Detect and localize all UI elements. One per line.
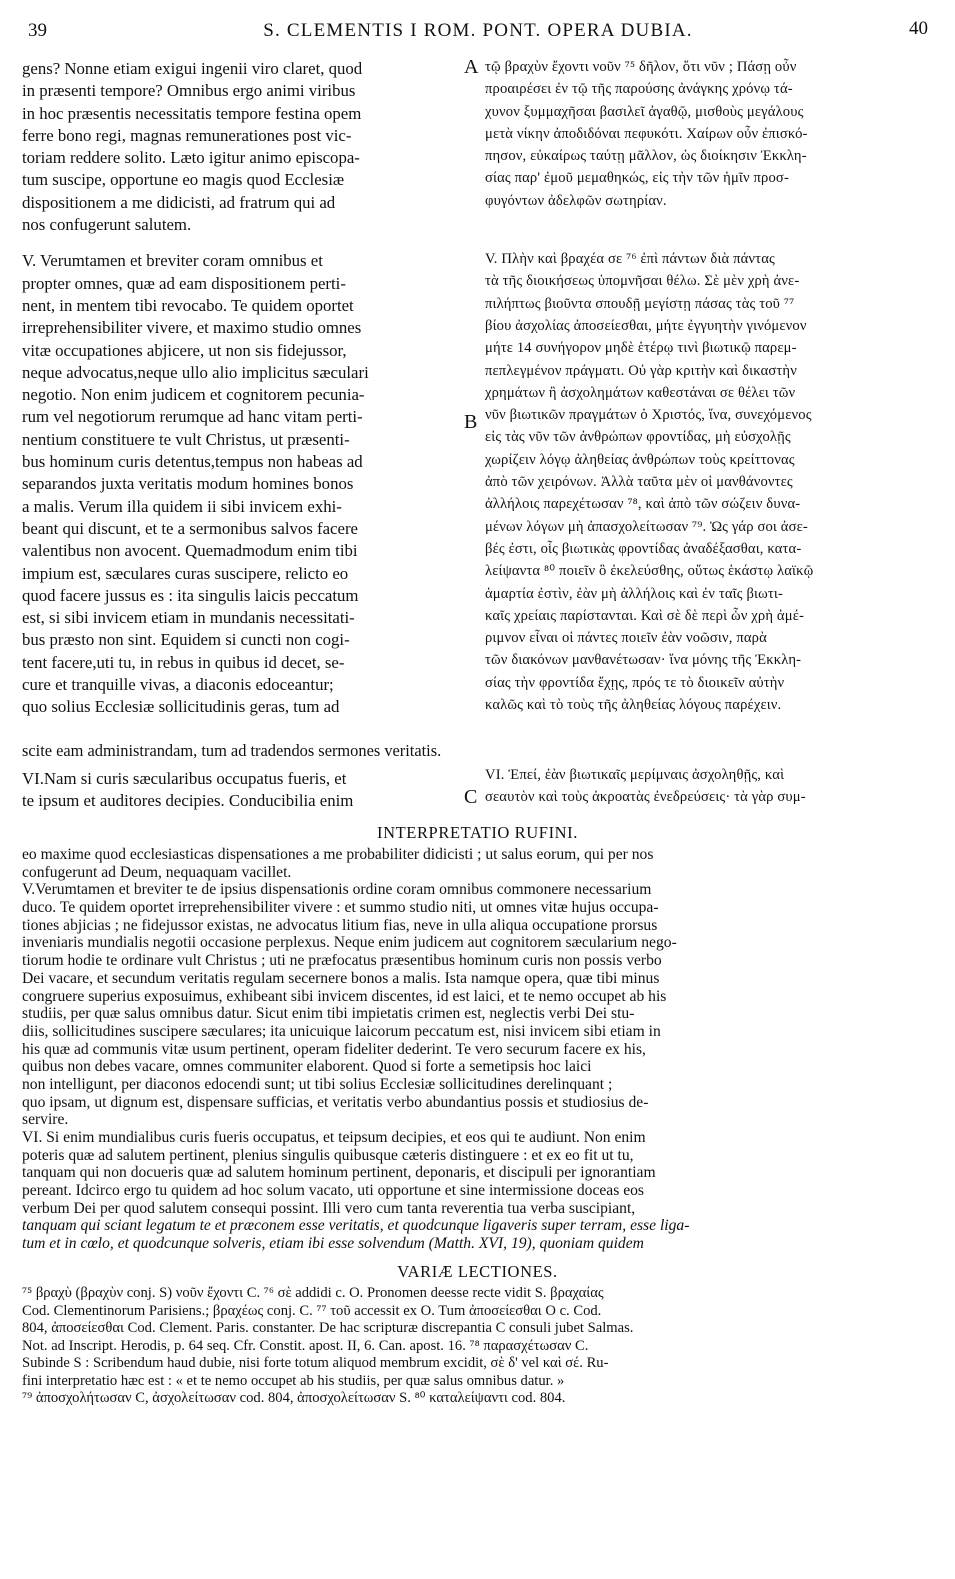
greek-line: χρημάτων ἢ ἀσχολημάτων καθεστάναι σε θέλει τῶν bbox=[485, 384, 796, 401]
greek-line: ἀπὸ τῶν χειρόνων. Ἀλλὰ ταῦτα μὲν οἱ μανθάνοντες bbox=[485, 474, 793, 491]
greek-line: πεπλεγμένον πράγματι. Οὐ γὰρ κριτὴν καὶ δικαστὴν bbox=[485, 362, 797, 379]
greek-line: χυνον ξυμμαχῆσαι βασιλεῖ ἀγαθῷ, μισθοὺς μεγάλους bbox=[485, 103, 804, 120]
greek-column bbox=[485, 56, 935, 716]
rufini-line: poteris quæ ad salutem pertinent, plenius singulis quibusque cæteris distinguere : et ex eo fit ut tu, bbox=[22, 1146, 634, 1164]
rufini-line: servire. bbox=[22, 1111, 69, 1129]
rufini-line: inveniaris mundialis negotii occasione perplexus. Neque enim judicem aut cognitorem sæcularium nego- bbox=[22, 934, 677, 952]
greek-line: καλῶς καὶ τὸ τοὺς τῆς ἀληθείας λόγους παρέχειν. bbox=[485, 697, 782, 714]
latin-column bbox=[22, 58, 462, 719]
latin-line: est, si sibi invicem etiam in mundanis necessitati- bbox=[22, 608, 355, 628]
rufini-line: tanquam qui sciant legatum te et præconem esse veritatis, et quodcunque ligaveris super terram, esse liga- bbox=[22, 1217, 690, 1235]
latin-line: dispositionem a me didicisti, ad fratrum qui ad bbox=[22, 192, 336, 212]
note-line: fini interpretatio hæc est : « et te nemo occupet ab his studiis, per quæ salus omnibus datur. » bbox=[22, 1372, 565, 1389]
latin-line: gens? Nonne etiam exigui ingenii viro claret, quod bbox=[22, 59, 363, 78]
rufini-line: VI. Si enim mundialibus curis fueris occupatus, et teipsum decipies, et eos qui te audiunt. Non enim bbox=[22, 1129, 646, 1146]
greek-line: V. Πλὴν καὶ βραχέα σε ⁷⁶ ἐπὶ πάντων διὰ πάντας bbox=[485, 251, 775, 268]
greek-line: VI. Ἐπεί, ἐὰν βιωτικαῖς μερίμναις ἀσχοληθῇς, καὶ bbox=[485, 767, 785, 783]
latin-line: nentium constituere te vult Christus, ut præsenti- bbox=[22, 429, 350, 449]
latin-line: impium est, sæculares curas suscipere, relicto eo bbox=[22, 563, 349, 583]
latin-section-vi bbox=[22, 768, 462, 813]
latin-line: negotio. Non enim judicem et cognitorem pecunia- bbox=[22, 385, 365, 405]
latin-line: nent, in mentem tibi revocabo. Te quidem oportet bbox=[22, 295, 354, 315]
note-line: Not. ad Inscript. Herodis, p. 64 seq. Cfr. Constit. apost. II, 6. Can. apost. 16. ⁷⁸ παρασχέτωσαν C. bbox=[22, 1337, 589, 1354]
latin-line: vitæ occupationes abjicere, ut non sis fidejussor, bbox=[22, 340, 347, 360]
rufini-line: tanquam qui non docueris quæ ad salutem hominum pertinent, deponaris, et discipuli per ignorantiam bbox=[22, 1164, 656, 1182]
latin-line: scite eam administrandam, tum ad tradendos sermones veritatis. bbox=[22, 741, 442, 760]
variae-heading: VARIÆ LECTIONES. bbox=[397, 1262, 558, 1281]
rufini-line: congruere superius exposuimus, exhibeant sibi invicem discentes, id est laici, et te nemo occupet ab his bbox=[22, 987, 667, 1005]
latin-line: beant qui discunt, et te a sermonibus salvos facere bbox=[22, 518, 358, 538]
page-number-right: 40 bbox=[909, 18, 928, 39]
rufini-line: tum et in cœlo, et quodcunque solveris, etiam ibi esse solvendum (Matth. XVI, 19), quoniam quidem bbox=[22, 1235, 644, 1253]
rufini-line: quo ipsam, ut dignum est, dispensare sufficias, et veritatis verbo abundantius possis et studiosius de- bbox=[22, 1093, 649, 1111]
rufini-line: diis, sollicitudines suscipere sæculares; ita unicuique laicorum peccatum est, nisi invicem sibi etiam in bbox=[22, 1022, 661, 1040]
note-line: Subinde S : Scribendum haud dubie, nisi forte totum aliquod membrum excidit, σὲ δ' vel καὶ σέ. Ru- bbox=[22, 1355, 609, 1371]
latin-line: cure et tranquille vivas, a diaconis edoceantur; bbox=[22, 675, 334, 695]
greek-line: νῦν βιωτικῶν πραγμάτων ὁ Χριστός, ἵνα, συνεχόμενος bbox=[485, 407, 812, 424]
latin-line: VI.Nam si curis sæcularibus occupatus fueris, et bbox=[22, 769, 347, 788]
greek-line: ἁμαρτία ἐστὶν, ἐὰν μὴ ἀλλήλοις καὶ ἐν ταῖς βιωτι- bbox=[485, 585, 783, 602]
latin-line: valentibus non avocent. Quemadmodum enim tibi bbox=[22, 541, 358, 561]
greek-line: ἀλλήλοις παρεχέτωσαν ⁷⁸, καὶ ἀπὸ τῶν σώζειν δυνα- bbox=[485, 496, 801, 513]
latin-line: quod facere jussus es : ita singulis laicis peccatum bbox=[22, 585, 359, 605]
greek-line: λείψαντα ⁸⁰ ποιεῖν ὃ ἐκελεύσθης, οὕτως ἑκάστῳ λαϊκῷ bbox=[485, 563, 814, 580]
latin-spanning-line bbox=[22, 740, 462, 762]
rufini-line: V.Verumtamen et breviter te de ipsius dispensationis ordine coram omnibus commonere necessarium bbox=[22, 881, 652, 899]
latin-line: ferre bono regi, magnas remunerationes post vic- bbox=[22, 125, 352, 145]
note-line: ⁷⁵ βραχὺ (βραχὺν conj. S) νοῦν ἔχοντι C. ⁷⁶ σὲ addidi c. O. Pronomen deesse recte vidit S. βραχαίας bbox=[22, 1285, 604, 1301]
greek-line: τὰ τῆς διοικήσεως ὑπομνῆσαι θέλω. Σὲ μὲν χρὴ ἀνε- bbox=[485, 273, 800, 290]
rufini-line: Dei vacare, et secundum veritatis regulam secernere bonos a malis. Ista namque opera, quæ tibi minus bbox=[22, 969, 660, 987]
latin-line: bus hominum curis detentus,tempus non habeas ad bbox=[22, 452, 363, 472]
rufini-line: studiis, per quæ salus omnibus datur. Sicut enim tibi impietatis crimen est, neglectis verbi Dei stu- bbox=[22, 1005, 635, 1023]
greek-line: ριμνον εἶναι οἱ πάντες ποιεῖν ἐὰν νοῶσιν, παρὰ bbox=[485, 630, 767, 647]
latin-line: V. Verumtamen et breviter coram omnibus et bbox=[22, 251, 323, 271]
greek-line: βίου ἀσχολίας ἀποσείεσθαι, μήτε ἐγγυητὴν γινόμενον bbox=[485, 317, 807, 334]
rufini-line: quibus non debes vacare, omnes communiter elaborent. Quod si forte a semetipsis hoc laici bbox=[22, 1058, 592, 1076]
latin-line: te ipsum et auditores decipies. Conducibilia enim bbox=[22, 791, 354, 811]
running-header bbox=[22, 18, 934, 48]
latin-line: bus præsto non sint. Equidem si cuncti non cogi- bbox=[22, 630, 350, 650]
greek-line: μήτε 14 συνήγορον μηδὲ ἑτέρῳ τινὶ βιωτικῷ παρεμ- bbox=[485, 340, 797, 357]
latin-line: rum vel negotiorum rerumque ad hanc vitam perti- bbox=[22, 407, 363, 427]
rufini-line: tiorum hodie te ordinare vult Christus ; uti ne præfocatus præsentibus hominum curis non possis verbo bbox=[22, 952, 662, 970]
greek-line: φυγόντων ἀδελφῶν σωτηρίαν. bbox=[485, 192, 667, 209]
greek-line: μετὰ νίκην ἀποδιδόναι πεφυκότι. Χαίρων οὖν ἐπισκό- bbox=[485, 125, 808, 142]
greek-line: πησον, εὐκαίρως ταύτῃ μᾶλλον, ὡς διοίκησιν Ἐκκλη- bbox=[485, 148, 807, 165]
greek-line: μένων λόγων μὴ ἀπασχολείτωσαν ⁷⁹. Ὡς γάρ σοι ἀσε- bbox=[485, 518, 808, 535]
note-line: ⁷⁹ ἀποσχολήτωσαν C, ἀσχολείτωσαν cod. 804, ἀποσχολείτωσαν S. ⁸⁰ καταλείψαντι cod. 804. bbox=[22, 1390, 566, 1406]
rufini-line: tiones abjicias ; ne fidejussor existas, ne advocatus litium fias, neve in ulla aliqua occupatione prorsus bbox=[22, 916, 658, 934]
latin-line: in hoc præsentis necessitatis tempore festina opem bbox=[22, 103, 362, 123]
rufini-text bbox=[22, 846, 934, 1253]
latin-line: a malis. Verum illa quidem ii sibi invicem exhi- bbox=[22, 496, 342, 516]
latin-line: quo solius Ecclesiæ sollicitudinis geras, tum ad bbox=[22, 697, 340, 717]
rufini-line: confugerunt ad Deum, nequaquam vacillet. bbox=[22, 863, 292, 881]
greek-line: προαιρέσει ἐν τῷ τῆς παρούσης ἀνάγκης χρόνῳ τά- bbox=[485, 81, 793, 98]
greek-line: εἰς τὰς νῦν τῶν ἀνθρώπων φροντίδας, μὴ εὐσχολῇς bbox=[485, 429, 791, 446]
greek-line: τῷ βραχὺν ἔχοντι νοῦν ⁷⁵ δῆλον, ὅτι νῦν ; Πάσῃ οὖν bbox=[485, 59, 797, 75]
variae-lectiones bbox=[22, 1285, 934, 1408]
rufini-line: eo maxime quod ecclesiasticas dispensationes a me probabiliter didicisti ; ut salus eorum, qui per nos bbox=[22, 846, 654, 863]
rufini-heading: INTERPRETATIO RUFINI. bbox=[376, 823, 579, 842]
greek-section-vi bbox=[485, 764, 935, 809]
rufini-line: pereant. Idcirco ergo tu quidem ad hoc solum vacato, uti opportune et sine intermissione doceas eos bbox=[22, 1182, 644, 1200]
rufini-line: duco. Te quidem oportet irreprehensibiliter vivere : et summo studio niti, ut omnes vitæ hujus occupa- bbox=[22, 899, 659, 917]
greek-line: τῶν διακόνων μανθανέτωσαν· ἵνα μόνης τῆς Ἐκκλη- bbox=[485, 652, 802, 669]
running-title: S. CLEMENTIS I ROM. PONT. OPERA DUBIA. bbox=[263, 20, 693, 41]
note-line: 804, ἀποσείεσθαι Cod. Clement. Paris. constanter. De hac scripturæ discrepantia C consuli jubet Salmas. bbox=[22, 1320, 634, 1336]
greek-line: χωρίζειν λόγῳ ἀληθείας ἀνθρώπων τοὺς κρείττονας bbox=[485, 451, 795, 468]
greek-line: καῖς χρείαις παρίστανται. Καὶ σὲ δὲ περὶ ὧν χρὴ ἀμέ- bbox=[485, 607, 804, 624]
greek-line: βές ἐστι, οἷς βιωτικὰς φροντίδας ἀναδέξασθαι, κατα- bbox=[485, 540, 802, 557]
greek-line: σίας τὴν φροντίδα ἔχῃς, πρός τε τὸ διοικεῖν αὐτὴν bbox=[485, 674, 785, 691]
latin-line: irreprehensibiliter vivere, et maximo studio omnes bbox=[22, 318, 362, 338]
latin-line: propter omnes, quæ ad eam dispositionem perti- bbox=[22, 273, 346, 293]
rufini-line: verbum Dei per quod salutem consequi possint. Illi vero cum tanta reverentia tua verba suscipiant, bbox=[22, 1199, 636, 1217]
greek-line: πιλήπτως βιοῦντα σπουδῇ μεγίστῃ πάσας τὰς τοῦ ⁷⁷ bbox=[485, 295, 795, 312]
greek-line: σεαυτὸν καὶ τοὺς ἀκροατὰς ἐνεδρεύσεις· τὰ γὰρ συμ- bbox=[485, 789, 806, 806]
latin-line: nos confugerunt salutem. bbox=[22, 215, 192, 235]
latin-line: tent facere,uti tu, in rebus in quibus id decet, se- bbox=[22, 652, 345, 672]
latin-line: tum suscipe, opportune eo magis quod Ecclesiæ bbox=[22, 170, 345, 190]
margin-letter-b: B bbox=[464, 411, 478, 433]
page-number-left: 39 bbox=[28, 20, 47, 41]
latin-line: neque advocatus,neque ullo alio implicitus sæculari bbox=[22, 362, 369, 382]
greek-line: σίας παρ' ἐμοῦ μεμαθηκώς, εἰς τὴν τῶν ἡμῖν προσ- bbox=[485, 170, 789, 187]
latin-line: toriam reddere solito. Læto igitur animo episcopa- bbox=[22, 148, 360, 168]
margin-letter-a: A bbox=[464, 56, 479, 78]
rufini-line: his quæ ad communis vitæ usum pertinent, operam fideliter dederint. Te vero securum facere ex his, bbox=[22, 1040, 646, 1058]
rufini-line: non intelligunt, per diaconos edocendi sunt; ut tibi solius Ecclesiæ sollicitudines derelinquant ; bbox=[22, 1075, 613, 1093]
note-line: Cod. Clementinorum Parisiens.; βραχέως conj. C. ⁷⁷ τοῦ accessit ex O. Tum ἀποσείεσθαι O c. Cod. bbox=[22, 1302, 602, 1319]
latin-line: separandos juxta veritatis modum homines bonos bbox=[22, 474, 354, 494]
margin-letter-c: C bbox=[464, 786, 478, 808]
latin-line: in præsenti tempore? Omnibus ergo animi viribus bbox=[22, 81, 356, 101]
